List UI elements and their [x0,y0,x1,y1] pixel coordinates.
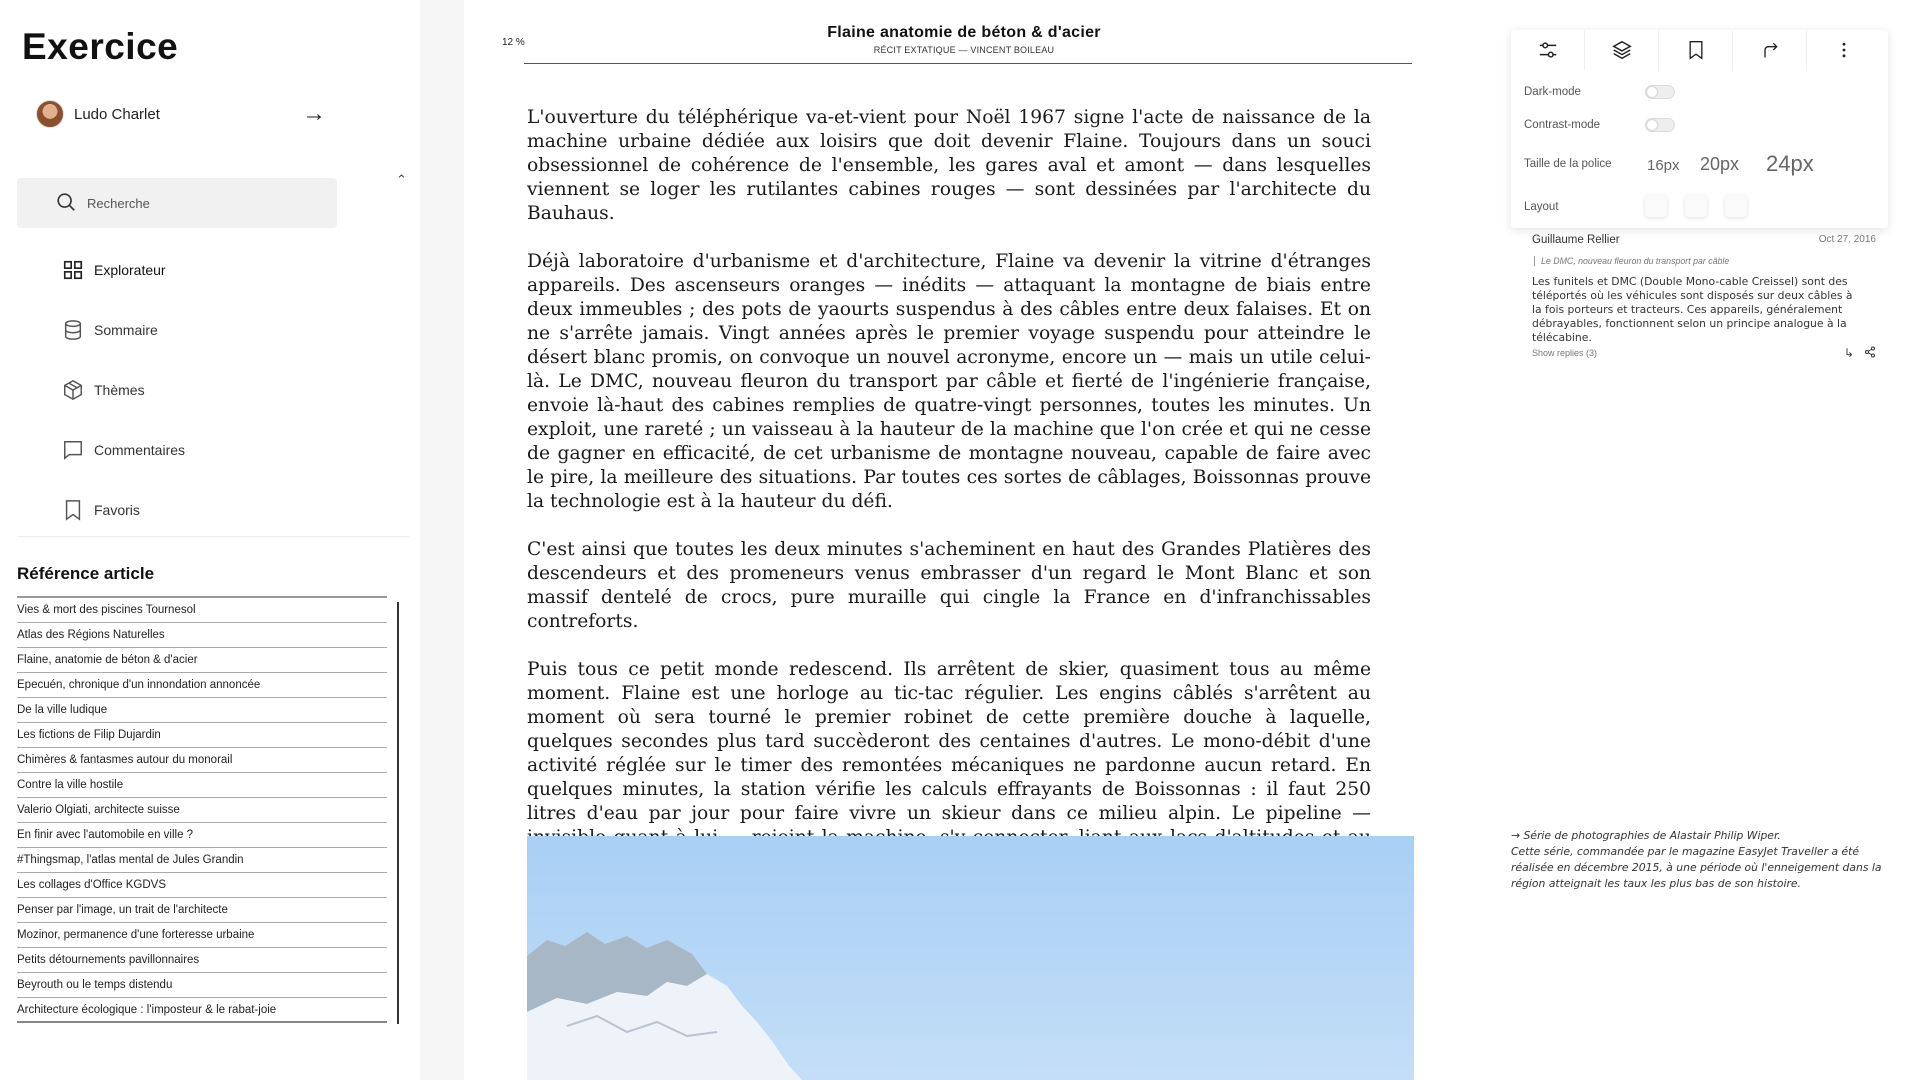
arrow-right-icon[interactable]: → [302,100,326,127]
avatar [36,100,64,128]
mountain-illustration [527,836,1414,1080]
grid-icon [62,259,84,281]
comment-author: Guillaume Rellier [1532,234,1620,246]
reference-item[interactable]: Epecuén, chronique d'un innondation annoncée [17,673,387,698]
article-panel [464,0,1456,1080]
article-body [527,106,1371,898]
database-icon [62,319,84,341]
contrast-mode-toggle[interactable] [1645,118,1675,132]
sliders-icon [1537,39,1559,61]
layout-option-1[interactable] [1645,195,1667,217]
reading-progress: 12 % [502,37,525,48]
user-name: Ludo Charlet [74,105,160,123]
sidebar [0,0,420,1080]
reference-item[interactable]: Contre la ville hostile [17,773,387,798]
dark-mode-label: Dark-mode [1524,86,1581,98]
article-subtitle: RÉCIT EXTATIQUE — VINCENT BOILEAU [873,45,1055,55]
article-paragraph: Puis tous ce petit monde redescend. Ils arrêtent de skier, quasiment tous au même moment. Flaine est une horloge au tic-tac régulier. Les engins câblés s'arrêtent au moment où sera tourné le premier robinet de cette première douche à laquelle, quelques secondes plus tard succèderont des centaines d'autres. Le mono-débit d'une activité réglée sur le timer des remontées mécaniques ne pardonne aucun retard. En quelques minutes, la station vérifie les calculs effrayants de Boissonnas : il faut 250 litres d'eau par jour pour faire vivre un skieur dans ce milieu alpin. Le pipeline — [527,659,1371,824]
sidebar-item-themes[interactable] [62,360,185,420]
settings-toggle-button[interactable] [1511,30,1585,70]
sidebar-item-label: Sommaire [94,322,158,338]
reference-title: Référence article [17,564,155,583]
reference-item[interactable]: De la ville ludique [17,698,387,723]
article-paragraph: Déjà laboratoire d'urbanisme et d'architecture, Flaine va devenir la vitrine d'étranges appareils. Des ascenseurs oranges — inédits — attaquant la montagne de biais entre deux immeubles ; des pots de yaourts suspendus à des câbles entre deux falaises. Et on ne s'arrête jamais. Vingt années après le premier voyage suspendu pour atteindre le désert blanc promis, on convoque un nouvel acronyme, encore un — mais un utile celui-là. Le DMC, nouveau fleuron du transport par câble et fierté de l'ingénierie française, envoie là-haut des cabines remplies de quatre-vingt personnes, toutes les minutes. Un exploit, une rareté ; un vaisseau à la hauteur de la machine que l'on crée et qui ne cesse de gagner en efficacité, de cet urbanisme de montagne nouveau, capable de faire avec le pire, la meilleure des situations. Par toutes ces sortes de câblages, Boissonnas prouve la technologie est à la hauteur du défi. [527,251,1371,512]
sidebar-item-explorateur[interactable] [62,240,185,300]
share-arrow-icon [1760,40,1780,60]
layers-button[interactable] [1585,30,1659,70]
reference-item[interactable]: Chimères & fantasmes autour du monorail [17,748,387,773]
settings-panel [1511,30,1888,228]
comment-date: Oct 27, 2016 [1818,234,1876,245]
dark-mode-toggle[interactable] [1645,85,1675,99]
cube-icon [62,379,84,401]
reference-item[interactable]: Architecture écologique : l'imposteur & le rabat-joie [17,998,387,1023]
search-icon [55,191,77,213]
photo-caption [1511,828,1891,892]
search-box[interactable] [17,178,337,228]
reference-item[interactable]: Penser par l'image, un trait de l'architecte [17,898,387,923]
reference-item[interactable]: Atlas des Régions Naturelles [17,623,387,648]
search-input[interactable] [87,196,327,211]
font-size-label: Taille de la police [1524,158,1612,170]
article-paragraph: C'est ainsi que toutes les deux minutes s'acheminent en haut des Grandes Platières des descendeurs et des promeneurs venus embrasser d'un regard le Mont Blanc et son massif dentelé de crocs, pure muraille qui cingle la France en d'infranchissables contreforts. [527,539,1371,632]
sidebar-item-label: Thèmes [94,382,145,398]
sidebar-item-favoris[interactable] [62,480,185,540]
layers-icon [1611,39,1633,61]
caption-text: Cette série, commandée par le magazine EasyJet Traveller a été réalisée en décembre 2015, à une période où l'enneigement dans la région atteignait les taux les plus bas de son histoire. [1511,845,1882,890]
sidebar-item-label: Commentaires [94,442,186,458]
reference-list [17,596,387,1023]
scrollbar[interactable] [397,602,399,1024]
reply-icon[interactable]: ↳ [1844,346,1855,360]
layout-option-2[interactable] [1685,195,1707,217]
sidebar-item-commentaires[interactable] [62,420,185,480]
reference-item[interactable]: Petits détournements pavillonnaires [17,948,387,973]
divider [17,536,409,537]
show-replies-link[interactable]: Show replies (3) [1532,348,1598,358]
reference-item[interactable]: Flaine, anatomie de béton & d'acier [17,648,387,673]
app-title: Exercice [22,26,179,67]
reference-item[interactable]: Les collages d'Office KGDVS [17,873,387,898]
bookmark-icon [1686,40,1706,60]
reader-toolbar [1511,30,1888,70]
layout-label: Layout [1524,201,1559,213]
reference-item[interactable]: #Thingsmap, l'atlas mental de Jules Grandin [17,848,387,873]
comment-icon [62,439,84,461]
sidebar-item-label: Explorateur [94,262,166,278]
reference-item[interactable]: Valerio Olgiati, architecte suisse [17,798,387,823]
bookmark-icon [62,499,84,521]
reference-item[interactable]: En finir avec l'automobile en ville ? [17,823,387,848]
sidebar-item-label: Favoris [94,502,140,518]
caption-credit: → Série de photographies de Alastair Philip Wiper. [1511,829,1781,842]
sidebar-nav [62,240,185,540]
more-vertical-icon [1834,40,1854,60]
layout-option-3[interactable] [1725,195,1747,217]
share-icon[interactable] [1864,346,1876,358]
article-paragraph: L'ouverture du téléphérique va-et-vient pour Noël 1967 signe l'acte de naissance de la machine urbaine dédiée aux loisirs que doit devenir Flaine. Toujours dans un souci obsessionnel de cohérence de l'ensemble, les gares aval et amont — dans lesquelles viennent se loger les rutilantes cabines rouges — sont dessinées par l'architecte du Bauhaus. [527,107,1371,224]
user-profile[interactable] [36,98,326,130]
font-size-option-24[interactable]: 24px [1766,151,1814,176]
bookmark-button[interactable] [1659,30,1733,70]
reference-item[interactable]: Vies & mort des piscines Tournesol [17,598,387,623]
font-size-option-16[interactable]: 16px [1647,157,1680,174]
share-button[interactable] [1733,30,1807,70]
reference-item[interactable]: Beyrouth ou le temps distendu [17,973,387,998]
reference-item[interactable]: Les fictions de Filip Dujardin [17,723,387,748]
reference-item[interactable]: Mozinor, permanence d'une forteresse urbaine [17,923,387,948]
font-size-option-20[interactable]: 20px [1700,154,1740,174]
comment-quote: Le DMC, nouveau fleuron du transport par câble [1534,256,1729,266]
more-button[interactable] [1807,30,1881,70]
sidebar-item-sommaire[interactable] [62,300,185,360]
article-title: Flaine anatomie de béton & d'acier [827,24,1101,41]
article-photo [527,836,1414,1080]
comment-text: Les funitels et DMC (Double Mono-cable Creissel) sont des téléportés où les véhicules sont disposés sur deux câbles à la fois porteurs et tracteurs. Ces appareils, généralement débrayables, fonctionnent selon un principe analogue à la télécabine. [1532,275,1853,344]
chevron-up-double-icon[interactable]: ⌃ [396,172,407,187]
divider [524,63,1412,64]
contrast-mode-label: Contrast-mode [1524,119,1601,131]
